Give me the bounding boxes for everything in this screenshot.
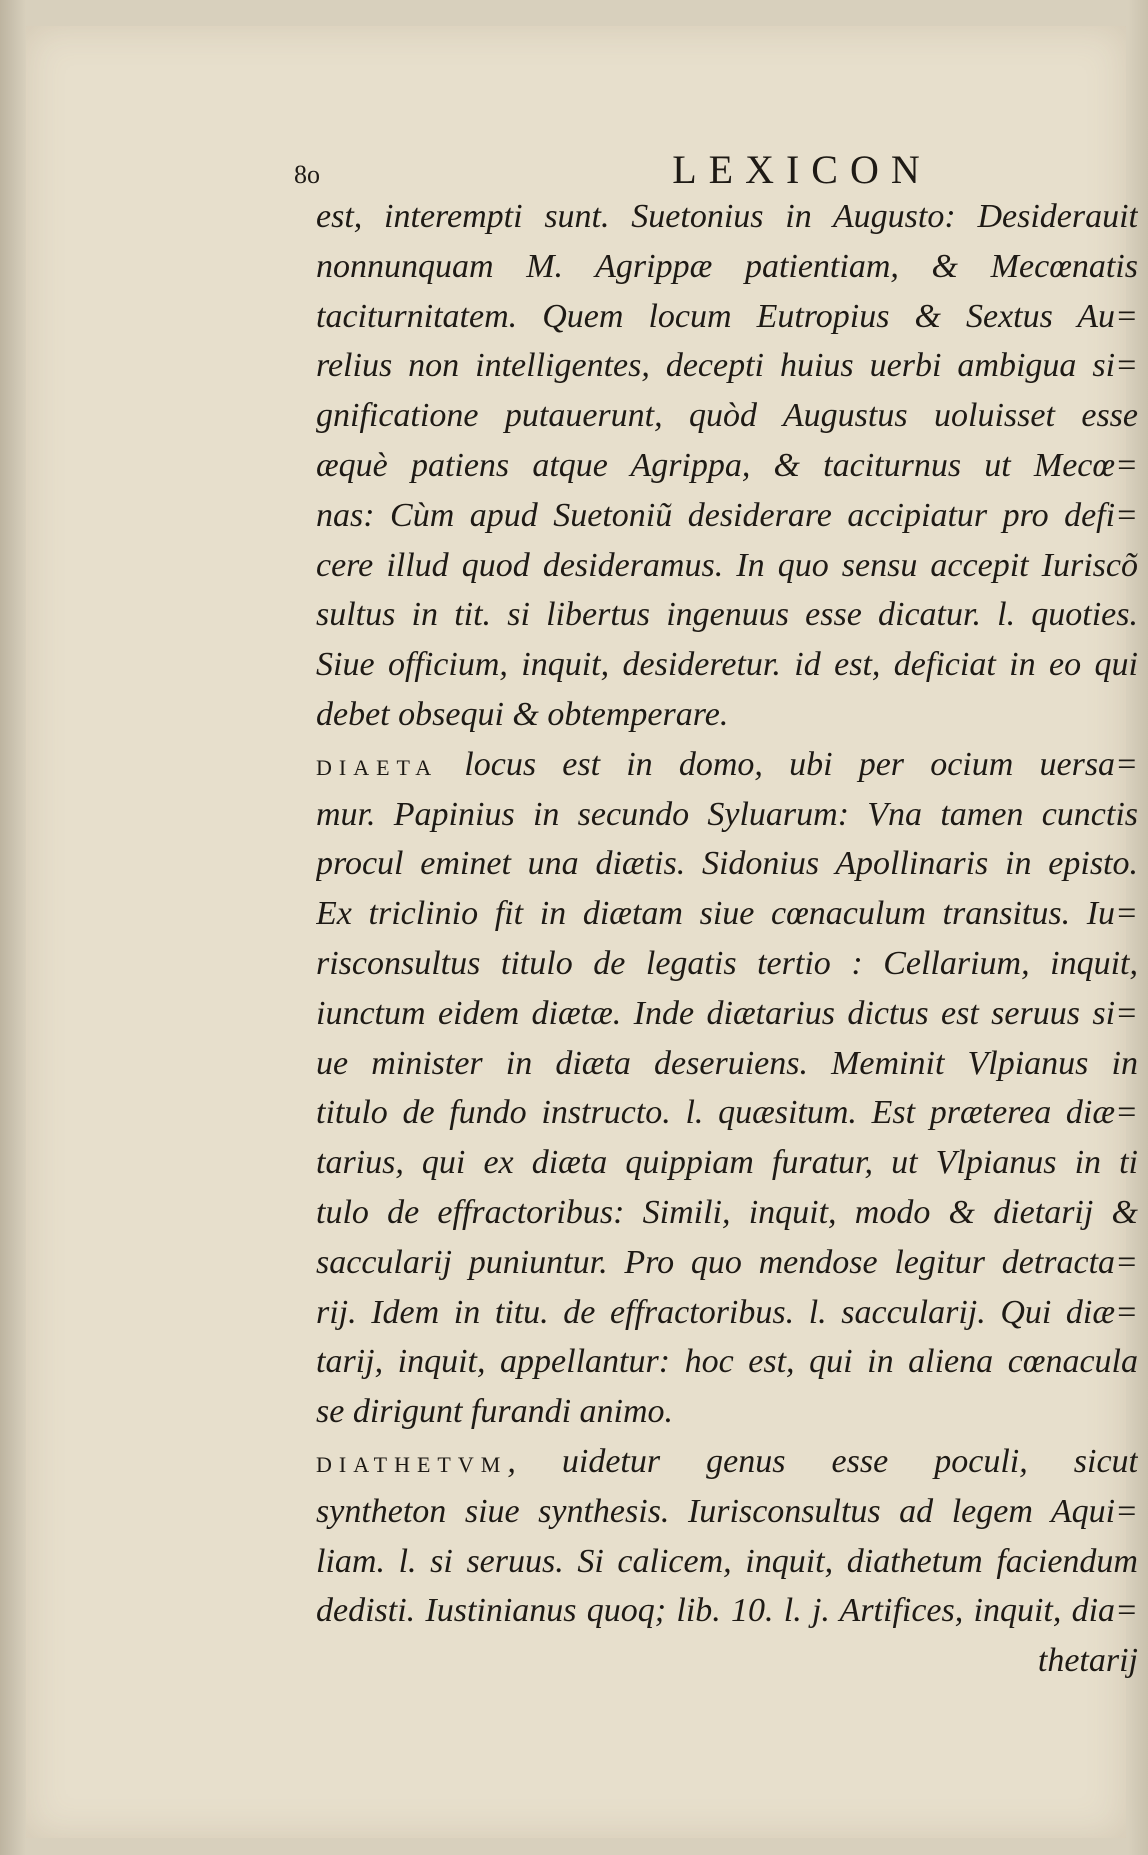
- line-text: relius non intelligentes, decepti huius uerbi ambigua si=: [316, 347, 1138, 385]
- text-line: [316, 1188, 1138, 1238]
- text-line: [316, 939, 1138, 989]
- line-text: , uidetur genus esse poculi, sicut: [507, 1442, 1138, 1480]
- text-line: [316, 441, 1138, 491]
- text-line: [316, 740, 1138, 790]
- text-line: [316, 1039, 1138, 1089]
- text-line: [316, 640, 1138, 690]
- text-line: [316, 1238, 1138, 1288]
- body-text: [316, 192, 1138, 1686]
- book-page: [26, 26, 1138, 1838]
- text-line: [316, 292, 1138, 342]
- line-text: cere illud quod desideramus. In quo sensu accepit Iuriscõ: [316, 546, 1138, 584]
- text-line: [316, 192, 1138, 242]
- text-line: [316, 1487, 1138, 1537]
- line-text: liam. l. si seruus. Si calicem, inquit, diathetum faciendum: [316, 1542, 1138, 1580]
- page-header: [294, 146, 1138, 192]
- line-text: nas: Cùm apud Suetoniũ desiderare accipiatur pro defi=: [316, 496, 1138, 534]
- line-text: gnificatione putauerunt, quòd Augustus uoluisset esse: [316, 397, 1138, 435]
- running-head: LEXICON: [672, 147, 932, 192]
- text-line: [316, 1387, 1138, 1437]
- text-block: [294, 146, 1138, 1686]
- text-line: [316, 989, 1138, 1039]
- text-line: [316, 690, 1138, 740]
- line-text: nonnunquam M. Agrippæ patientiam, & Mecœnatis: [316, 247, 1138, 285]
- line-text: dedisti. Iustinianus quoq; lib. 10. l. j. Artifices, inquit, dia=: [316, 1592, 1138, 1630]
- folio-number: 8o: [294, 160, 320, 189]
- line-text: syntheton siue synthesis. Iurisconsultus ad legem Aqui=: [316, 1492, 1138, 1530]
- line-text: locus est in domo, ubi per ocium uersa=: [438, 745, 1138, 783]
- text-line: [316, 1088, 1138, 1138]
- text-line: [316, 889, 1138, 939]
- text-line: [316, 541, 1138, 591]
- line-text: se dirigunt furandi animo.: [316, 1393, 674, 1431]
- entry-headword: DIATHETVM: [316, 1451, 508, 1477]
- text-line: [316, 1586, 1138, 1636]
- text-line: [316, 1537, 1138, 1587]
- text-line: [316, 1288, 1138, 1338]
- text-line: [316, 491, 1138, 541]
- line-text: est, interempti sunt. Suetonius in Augusto: Desiderauit: [316, 198, 1138, 235]
- text-line: [316, 1337, 1138, 1387]
- line-text: risconsultus titulo de legatis tertio : Cellarium, inquit,: [316, 944, 1138, 982]
- text-line: [316, 790, 1138, 840]
- text-line: [316, 1437, 1138, 1487]
- line-text: Siue officium, inquit, desideretur. id est, deficiat in eo qui: [316, 646, 1138, 684]
- line-text: saccularij puniuntur. Pro quo mendose legitur detracta=: [316, 1243, 1138, 1281]
- text-line: [316, 590, 1138, 640]
- line-text: tulo de effractoribus: Simili, inquit, modo & dietarij &: [316, 1193, 1138, 1231]
- entry-headword: DIAETA: [316, 754, 439, 780]
- line-text: procul eminet una diætis. Sidonius Apollinaris in episto.: [316, 845, 1138, 883]
- line-text: thetarij: [1037, 1642, 1138, 1680]
- text-line: [316, 839, 1138, 889]
- line-text: mur. Papinius in secundo Syluarum: Vna tamen cunctis: [316, 795, 1138, 833]
- line-text: ue minister in diæta deseruiens. Meminit Vlpianus in: [316, 1044, 1138, 1082]
- line-text: tarij, inquit, appellantur: hoc est, qui in aliena cœnacula: [316, 1343, 1138, 1381]
- line-text: sultus in tit. si libertus ingenuus esse dicatur. l. quoties.: [316, 596, 1138, 634]
- line-text: taciturnitatem. Quem locum Eutropius & Sextus Au=: [316, 297, 1138, 335]
- text-line: [316, 1636, 1138, 1686]
- text-line: [316, 391, 1138, 441]
- line-text: titulo de fundo instructo. l. quæsitum. Est præterea diæ=: [316, 1094, 1138, 1132]
- line-text: iunctum eidem diætæ. Inde diætarius dictus est seruus si=: [316, 994, 1138, 1032]
- text-line: [316, 1138, 1138, 1188]
- line-text: tarius, qui ex diæta quippiam furatur, ut Vlpianus in ti: [316, 1144, 1138, 1182]
- line-text: rij. Idem in titu. de effractoribus. l. saccularij. Qui diæ=: [316, 1293, 1138, 1331]
- line-text: Ex triclinio fit in diætam siue cœnaculum transitus. Iu=: [316, 895, 1138, 933]
- line-text: debet obsequi & obtemperare.: [316, 695, 729, 733]
- line-text: æquè patiens atque Agrippa, & taciturnus ut Mecœ=: [316, 446, 1138, 484]
- text-line: [316, 341, 1138, 391]
- text-line: [316, 242, 1138, 292]
